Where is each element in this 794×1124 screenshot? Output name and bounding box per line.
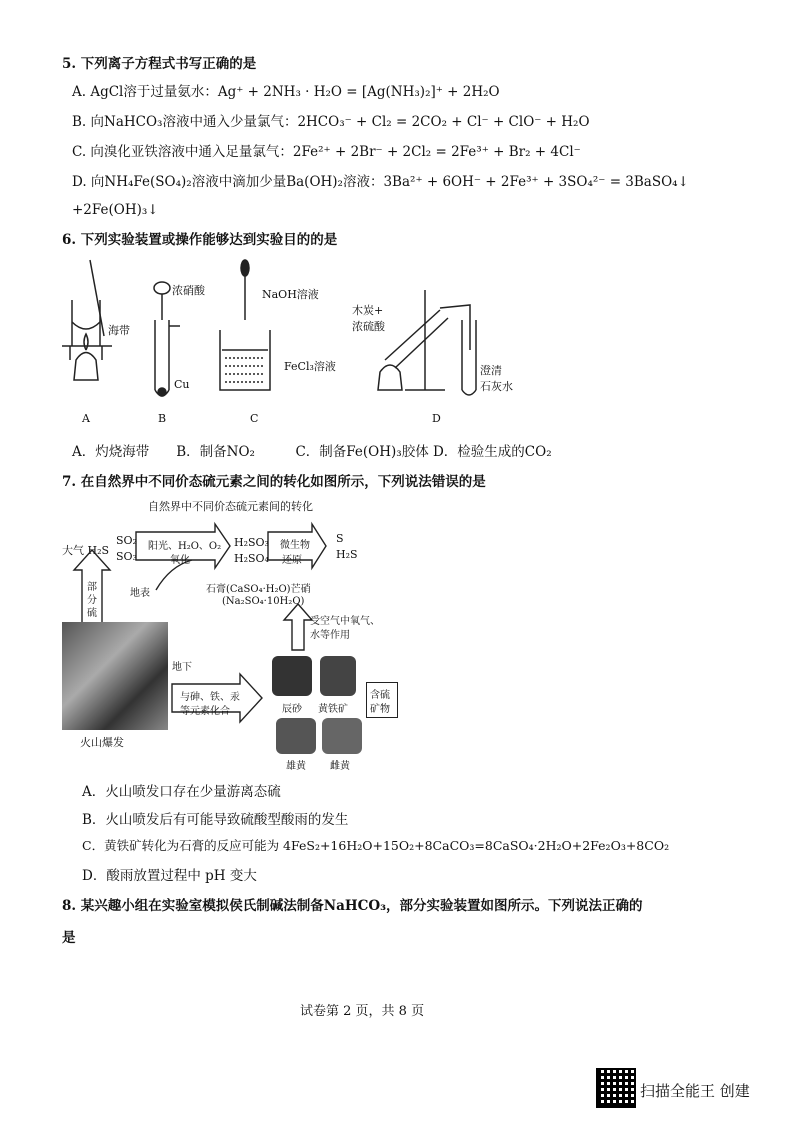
q5-option-d: D. 向NH₄Fe(SO₄)₂溶液中滴加少量Ba(OH)₂溶液：3Ba²⁺ + 6OH⁻ + 2Fe³⁺ + 3SO₄²⁻ = 3BaSO₄↓ [72, 174, 689, 190]
q7-figure-title: 自然界中不同价态硫元素间的转化 [148, 500, 313, 513]
label-d-lime1: 澄清 [480, 364, 502, 377]
arrow-reduction-line2: 还原 [282, 555, 302, 566]
q5-option-a: A. AgCl溶于过量氨水：Ag⁺ + 2NH₃ · H₂O = [Ag(NH₃)₂]⁺ + 2H₂O [72, 84, 500, 100]
q7-option-c: C．黄铁矿转化为石膏的反应可能为 4FeS₂+16H₂O+15O₂+8CaCO₃=8CaSO₄·2H₂O+2Fe₂O₃+8CO₂ [82, 838, 670, 853]
mineral-orpiment: 雌黄 [330, 761, 350, 772]
partial-sulfur-2: 分 [87, 595, 97, 606]
air-effect-line1: 受空气中氧气、 [310, 616, 380, 627]
h2so4-label: H₂SO₄ [234, 552, 269, 565]
label-b-cu: Cu [174, 378, 190, 391]
fig-letter-a: A [82, 412, 90, 425]
realgar-photo [276, 718, 316, 754]
fig-letter-b: B [158, 412, 167, 425]
underground-label: 地下 [172, 662, 192, 673]
arrow-oxidation-line1: 阳光、H₂O、O₂ [148, 541, 222, 552]
h2so3-label: H₂SO₃ [234, 536, 269, 549]
arrow-reduction-line1: 微生物 [280, 540, 310, 551]
q7-option-d: D．酸雨放置过程中 pH 变大 [82, 868, 257, 884]
arrow-oxidation-line2: 氧化 [170, 555, 190, 566]
q5-option-c: C. 向溴化亚铁溶液中通入足量氯气：2Fe²⁺ + 2Br⁻ + 2Cl₂ = 2Fe³⁺ + Br₂ + 4Cl⁻ [72, 144, 581, 160]
orpiment-photo [322, 718, 362, 754]
pyrite-photo [320, 656, 356, 696]
scanner-watermark: 扫描全能王 创建 [640, 1082, 750, 1100]
page-number: 试卷第 2 页，共 8 页 [300, 1004, 425, 1019]
cinnabar-photo [272, 656, 312, 696]
label-d-lime2: 石灰水 [480, 380, 513, 393]
label-a-haidai: 海带 [108, 324, 130, 337]
q6-apparatus-figure [0, 250, 794, 450]
q6-stem: 6. 下列实验装置或操作能够达到实验目的的是 [62, 232, 338, 248]
qr-code-icon [596, 1068, 636, 1108]
h2s-right-label: H₂S [336, 548, 358, 561]
q7-option-a: A．火山喷发口存在少量游离态硫 [82, 784, 281, 800]
surface-label: 地表 [130, 588, 150, 599]
q8-stem-continued: 是 [62, 930, 76, 946]
q6-options: A．灼烧海带 B．制备NO₂ C．制备Fe(OH)₃胶体 D．检验生成的CO₂ [72, 444, 552, 460]
combine-line1: 与砷、铁、汞 [180, 692, 240, 703]
s-label: S [336, 532, 344, 545]
gypsum-line1: 石膏(CaSO₄·H₂O)芒硝 [206, 584, 311, 595]
so2-label: SO₂ [116, 534, 137, 547]
atmosphere-h2s: 大气 H₂S [62, 544, 110, 557]
mineral-cinnabar: 辰砂 [282, 704, 302, 715]
apparatus-d [378, 290, 476, 395]
label-b-acid: 浓硝酸 [172, 284, 205, 297]
air-effect-line2: 水等作用 [310, 630, 350, 641]
mineral-pyrite: 黄铁矿 [318, 704, 348, 715]
ore-line1: 含硫 [370, 690, 390, 701]
label-d-reagent1: 木炭+ [352, 304, 384, 317]
volcano-label: 火山爆发 [80, 736, 124, 749]
mineral-realgar: 雄黄 [286, 761, 306, 772]
q7-option-b: B．火山喷发后有可能导致硫酸型酸雨的发生 [82, 812, 349, 828]
label-c-naoh: NaOH溶液 [262, 288, 319, 301]
q5-option-b: B. 向NaHCO₃溶液中通入少量氯气：2HCO₃⁻ + Cl₂ = 2CO₂ + Cl⁻ + ClO⁻ + H₂O [72, 114, 590, 130]
q8-stem: 8. 某兴趣小组在实验室模拟侯氏制碱法制备NaHCO₃，部分实验装置如图所示。下列说法正确的 [62, 898, 643, 914]
q5-stem: 5. 下列离子方程式书写正确的是 [62, 56, 257, 72]
q7-stem: 7. 在自然界中不同价态硫元素之间的转化如图所示，下列说法错误的是 [62, 474, 486, 490]
partial-sulfur-1: 部 [87, 582, 97, 593]
apparatus-c [220, 260, 270, 390]
q5-option-d-continued: +2Fe(OH)₃↓ [72, 202, 159, 218]
so3-label: SO₃ [116, 550, 137, 563]
label-c-fecl3: FeCl₃溶液 [284, 360, 336, 373]
fig-letter-d: D [432, 412, 441, 425]
apparatus-a [62, 260, 112, 380]
volcano-photo [62, 622, 168, 730]
combine-line2: 等元素化合 [180, 706, 230, 717]
partial-sulfur-3: 硫 [87, 608, 97, 619]
label-d-reagent2: 浓硫酸 [352, 320, 385, 333]
ore-line2: 矿物 [370, 704, 390, 715]
fig-letter-c: C [250, 412, 259, 425]
gypsum-line2: (Na₂SO₄·10H₂O) [222, 596, 305, 607]
